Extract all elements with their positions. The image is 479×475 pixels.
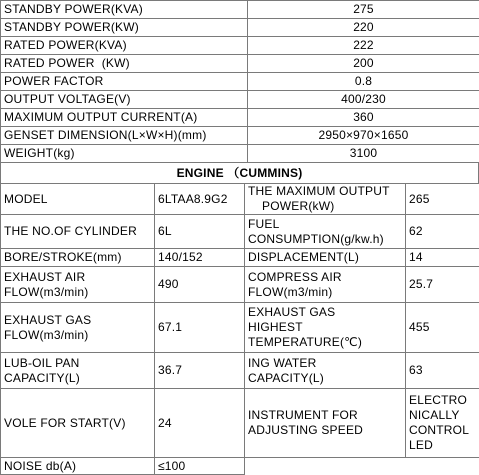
engine-value: 63	[406, 353, 479, 389]
engine-value: 490	[155, 267, 245, 303]
spec-label: RATED POWER (KW)	[1, 55, 248, 73]
engine-label: THE NO.OF CYLINDER	[1, 215, 155, 249]
engine-label	[245, 389, 406, 458]
engine-label	[245, 303, 406, 353]
spec-label: STANDBY POWER(KW)	[1, 19, 248, 37]
spec-value: 200	[248, 55, 479, 73]
label-line: FLOW(m3/min)	[4, 328, 88, 342]
engine-value: 25.7	[406, 267, 479, 303]
table-row	[1, 458, 479, 475]
value-line: CONTROL	[409, 423, 469, 437]
table-row	[1, 55, 479, 73]
table-row	[1, 303, 479, 353]
label-line: THE MAXIMUM OUTPUT	[248, 184, 390, 198]
spec-value: 222	[248, 37, 479, 55]
engine-label: DISPLACEMENT(L)	[245, 249, 406, 267]
engine-value: 36.7	[155, 353, 245, 389]
label-line: EXHAUST AIR	[4, 270, 85, 284]
spec-value: 360	[248, 109, 479, 127]
spec-label: RATED POWER(KVA)	[1, 37, 248, 55]
label-line: HIGHEST	[248, 320, 303, 334]
spec-value: 3100	[248, 145, 479, 163]
engine-value: 6L	[155, 215, 245, 249]
label-line: CAPACITY(L)	[248, 371, 324, 385]
value-line: LED	[409, 438, 433, 452]
label-line: ADJUSTING SPEED	[248, 423, 363, 437]
engine-label	[245, 353, 406, 389]
engine-label: NOISE db(A)	[1, 458, 155, 475]
engine-label: MODEL	[1, 184, 155, 215]
spec-label: POWER FACTOR	[1, 73, 248, 91]
label-line: EXHAUST GAS	[4, 313, 91, 327]
engine-label: VOLE FOR START(V)	[1, 389, 155, 458]
label-line: INSTRUMENT FOR	[248, 408, 358, 422]
engine-label	[1, 267, 155, 303]
spec-value: 0.8	[248, 73, 479, 91]
engine-label: BORE/STROKE(mm)	[1, 249, 155, 267]
label-line: FUEL	[248, 217, 279, 231]
spec-label: STANDBY POWER(KVA)	[1, 1, 248, 19]
engine-section-title: ENGINE （CUMMINS)	[0, 163, 479, 183]
engine-value: 455	[406, 303, 479, 353]
table-row	[1, 19, 479, 37]
spec-label: WEIGHT(kg)	[1, 145, 248, 163]
table-row	[1, 91, 479, 109]
spec-value: 275	[248, 1, 479, 19]
label-line: LUB-OIL PAN	[4, 356, 80, 370]
engine-value: 67.1	[155, 303, 245, 353]
table-row	[1, 127, 479, 145]
label-line: FLOW(m3/min)	[248, 285, 332, 299]
table-row	[1, 73, 479, 91]
engine-value: 140/152	[155, 249, 245, 267]
table-row	[1, 145, 479, 163]
spec-value: 220	[248, 19, 479, 37]
table-row	[1, 249, 479, 267]
engine-label	[245, 267, 406, 303]
engine-value: ≤100	[155, 458, 245, 475]
label-line: POWER(kW)	[248, 199, 334, 214]
label-line: CONSUMPTION(g/kw.h)	[248, 232, 384, 246]
engine-value: 6LTAA8.9G2	[155, 184, 245, 215]
engine-value: 62	[406, 215, 479, 249]
genset-summary-table	[0, 0, 479, 163]
table-row	[1, 37, 479, 55]
engine-value: 265	[406, 184, 479, 215]
empty-cell	[245, 458, 406, 475]
engine-label	[245, 184, 406, 215]
engine-value: 14	[406, 249, 479, 267]
engine-value	[406, 389, 479, 458]
table-row	[1, 215, 479, 249]
engine-label	[1, 353, 155, 389]
table-row	[1, 267, 479, 303]
empty-cell	[406, 458, 479, 475]
table-row	[1, 353, 479, 389]
label-line: FLOW(m3/min)	[4, 285, 88, 299]
engine-value: 24	[155, 389, 245, 458]
spec-value: 400/230	[248, 91, 479, 109]
table-row	[1, 184, 479, 215]
value-line: ELECTRO	[409, 393, 467, 407]
engine-spec-table	[0, 183, 479, 475]
label-line: ING WATER	[248, 356, 316, 370]
label-line: EXHAUST GAS	[248, 305, 335, 319]
engine-label	[245, 215, 406, 249]
value-line: NICALLY	[409, 408, 460, 422]
engine-label	[1, 303, 155, 353]
label-line: COMPRESS AIR	[248, 270, 342, 284]
table-row	[1, 1, 479, 19]
spec-value: 2950×970×1650	[248, 127, 479, 145]
label-line: CAPACITY(L)	[4, 371, 80, 385]
spec-label: MAXIMUM OUTPUT CURRENT(A)	[1, 109, 248, 127]
spec-label: GENSET DIMENSION(L×W×H)(mm)	[1, 127, 248, 145]
table-row	[1, 389, 479, 458]
label-line: TEMPERATURE(℃)	[248, 335, 362, 349]
spec-label: OUTPUT VOLTAGE(V)	[1, 91, 248, 109]
table-row	[1, 109, 479, 127]
